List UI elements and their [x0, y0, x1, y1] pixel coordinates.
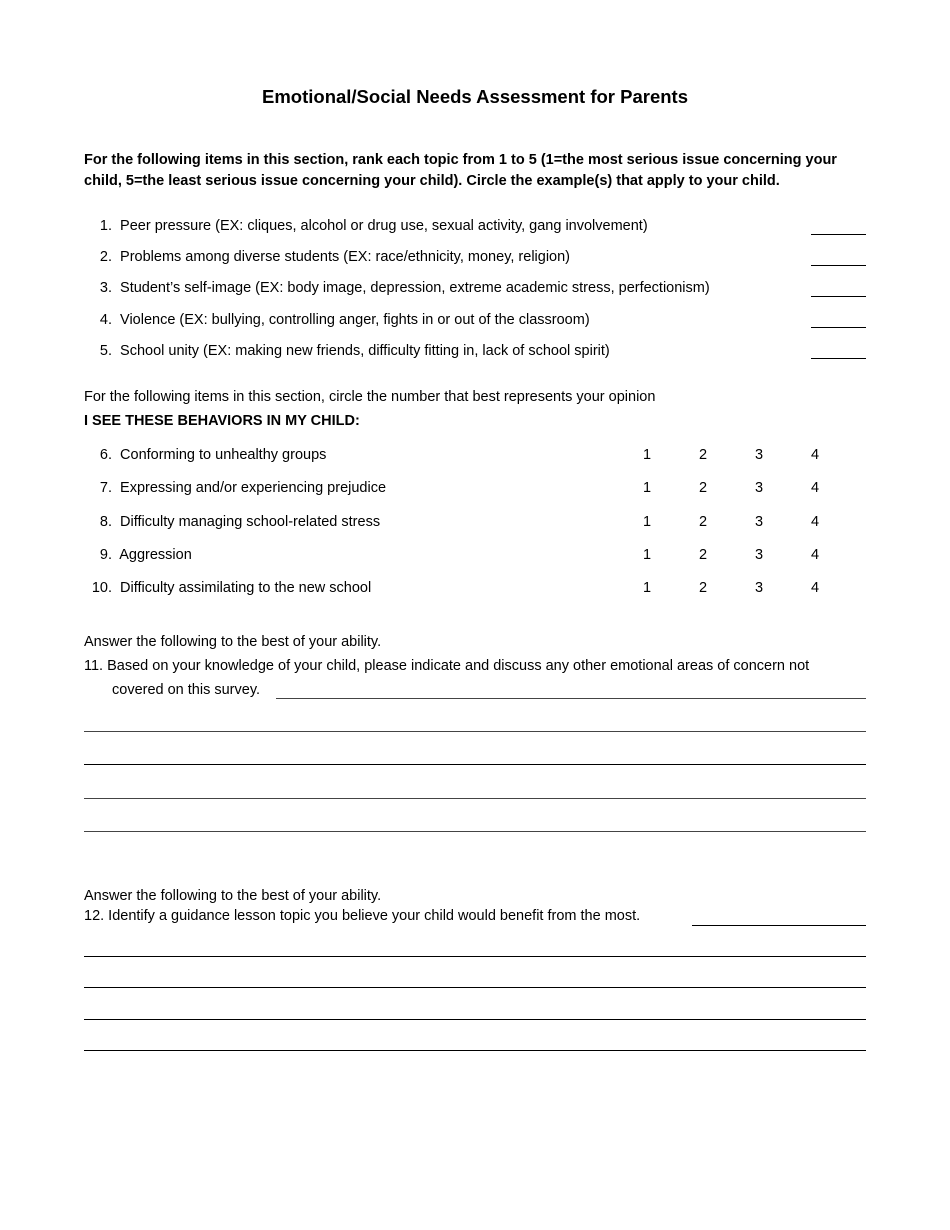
rank-blank[interactable]	[811, 296, 866, 297]
item-number: 7.	[99, 480, 112, 496]
rank-blank[interactable]	[811, 265, 866, 266]
rating-option-1[interactable]: 1	[642, 547, 652, 563]
q11-answer-line[interactable]	[84, 731, 866, 732]
rank-item	[84, 312, 590, 328]
rating-option-1[interactable]: 1	[642, 514, 652, 530]
rating-item	[84, 447, 326, 463]
item-text: Difficulty assimilating to the new school	[120, 580, 372, 596]
rating-option-3[interactable]: 3	[754, 447, 764, 463]
rank-blank[interactable]	[811, 234, 866, 235]
q12-answer-line[interactable]	[84, 956, 866, 957]
item-text: Expressing and/or experiencing prejudice	[120, 480, 387, 496]
rating-option-2[interactable]: 2	[698, 514, 708, 530]
item-text: Student’s self-image (EX: body image, depression, extreme academic stress, perfectionism)	[120, 280, 710, 296]
q11-answer-line[interactable]	[276, 698, 866, 699]
q12-answer-line[interactable]	[84, 987, 866, 988]
rank-item	[84, 218, 648, 234]
rating-option-2[interactable]: 2	[698, 547, 708, 563]
question-11-continued: covered on this survey.	[112, 682, 261, 698]
item-number: 1.	[99, 218, 112, 234]
rating-item	[84, 580, 371, 596]
item-text: Peer pressure (EX: cliques, alcohol or drug use, sexual activity, gang involvement)	[120, 218, 648, 234]
section2-instructions: For the following items in this section, circle the number that best represents your opinion	[84, 389, 656, 405]
q12-answer-line[interactable]	[84, 1019, 866, 1020]
rating-option-1[interactable]: 1	[642, 480, 652, 496]
item-number: 4.	[99, 312, 112, 328]
item-text: Aggression	[119, 547, 192, 563]
rating-option-4[interactable]: 4	[810, 580, 820, 596]
item-text: Difficulty managing school-related stress	[120, 514, 381, 530]
item-number: 2.	[99, 249, 112, 265]
q11-answer-line[interactable]	[84, 798, 866, 799]
rating-option-3[interactable]: 3	[754, 580, 764, 596]
rating-item	[84, 514, 380, 530]
section3-intro: Answer the following to the best of your ability.	[84, 634, 382, 650]
section4-intro: Answer the following to the best of your ability.	[84, 888, 382, 904]
question-11: 11. Based on your knowledge of your child, please indicate and discuss any other emotional areas of concern not	[84, 658, 810, 674]
section2-heading: I SEE THESE BEHAVIORS IN MY CHILD:	[84, 413, 360, 429]
rank-item	[84, 249, 570, 265]
rating-option-1[interactable]: 1	[642, 447, 652, 463]
item-text: Problems among diverse students (EX: race/ethnicity, money, religion)	[120, 249, 570, 265]
q12-answer-line[interactable]	[692, 925, 866, 926]
q11-answer-line[interactable]	[84, 831, 866, 832]
rating-option-2[interactable]: 2	[698, 480, 708, 496]
rating-item	[84, 547, 192, 563]
item-number: 10.	[91, 580, 112, 596]
item-number: 8.	[99, 514, 112, 530]
rating-option-3[interactable]: 3	[754, 547, 764, 563]
section1-instructions: For the following items in this section, rank each topic from 1 to 5 (1=the most serious issue concerning your child, 5=the least serious issue concerning your child). Circle the example(s) that apply to your child.	[84, 152, 837, 189]
item-number: 3.	[99, 280, 112, 296]
rating-option-3[interactable]: 3	[754, 480, 764, 496]
item-text: Violence (EX: bullying, controlling anger, fights in or out of the classroom)	[120, 312, 590, 328]
rating-option-1[interactable]: 1	[642, 580, 652, 596]
question-12: 12. Identify a guidance lesson topic you believe your child would benefit from the most.	[84, 908, 641, 924]
item-number: 9.	[99, 547, 112, 563]
item-text: School unity (EX: making new friends, difficulty fitting in, lack of school spirit)	[120, 343, 610, 359]
rank-blank[interactable]	[811, 358, 866, 359]
rating-option-4[interactable]: 4	[810, 547, 820, 563]
rating-option-4[interactable]: 4	[810, 480, 820, 496]
rating-option-2[interactable]: 2	[698, 447, 708, 463]
page-title: Emotional/Social Needs Assessment for Parents	[262, 86, 688, 107]
rating-option-4[interactable]: 4	[810, 447, 820, 463]
item-number: 6.	[99, 447, 112, 463]
q12-answer-line[interactable]	[84, 1050, 866, 1051]
rank-blank[interactable]	[811, 327, 866, 328]
item-text: Conforming to unhealthy groups	[120, 447, 327, 463]
rating-option-4[interactable]: 4	[810, 514, 820, 530]
rating-option-3[interactable]: 3	[754, 514, 764, 530]
rating-item	[84, 480, 386, 496]
rating-option-2[interactable]: 2	[698, 580, 708, 596]
q11-answer-line[interactable]	[84, 764, 866, 765]
rank-item	[84, 280, 710, 296]
item-number: 5.	[99, 343, 112, 359]
rank-item	[84, 343, 610, 359]
